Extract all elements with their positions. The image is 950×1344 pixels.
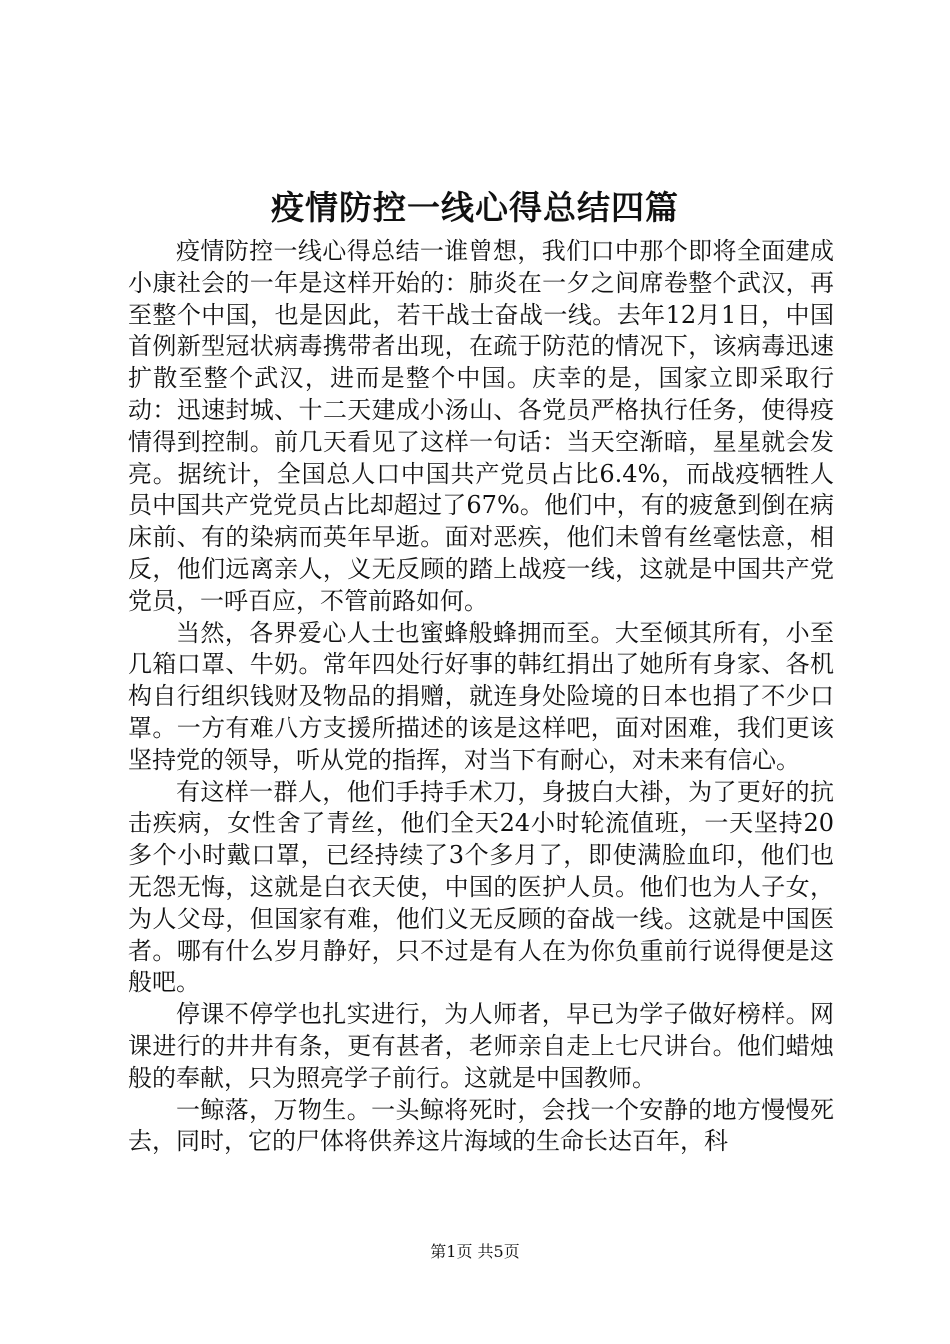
- paragraph: 停课不停学也扎实进行，为人师者，早已为学子做好榜样。网课进行的井井有条，更有甚者，老师亲自走上七尺讲台。他们蜡烛般的奉献，只为照亮学子前行。这就是中国教师。: [128, 1000, 834, 1092]
- page-number-footer: 第1页 共5页: [430, 1242, 520, 1261]
- paragraph: 一鲸落，万物生。一头鲸将死时，会找一个安静的地方慢慢死去，同时，它的尸体将供养这片海域的生命长达百年，科: [128, 1095, 834, 1156]
- document-title: 疫情防控一线心得总结四篇: [271, 188, 679, 227]
- paragraph: 有这样一群人，他们手持手术刀，身披白大褂，为了更好的抗击疾病，女性舍了青丝，他们全天24小时轮流值班，一天坚持20多个小时戴口罩，已经持续了3个多月了，即使满脸血印，他们也无怨无悔，这就是白衣天使，中国的医护人员。他们也为人子女，为人父母，但国家有难，他们义无反顾的奋战一线。这就是中国医者。哪有什么岁月静好，只不过是有人在为你负重前行说得便是这般吧。: [128, 777, 834, 997]
- paragraph: 当然，各界爱心人士也蜜蜂般蜂拥而至。大至倾其所有，小至几箱口罩、牛奶。常年四处行好事的韩红捐出了她所有身家、各机构自行组织钱财及物品的捐赠，就连身处险境的日本也捐了不少口罩。一方有难八方支援所描述的该是这样吧，面对困难，我们更该坚持党的领导，听从党的指挥，对当下有耐心，对未来有信心。: [128, 618, 834, 774]
- paragraph: 疫情防控一线心得总结一谁曾想，我们口中那个即将全面建成小康社会的一年是这样开始的：肺炎在一夕之间席卷整个武汉，再至整个中国，也是因此，若干战士奋战一线。去年12月1日，中国首例新型冠状病毒携带者出现，在疏于防范的情况下，该病毒迅速扩散至整个武汉，进而是整个中国。庆幸的是，国家立即采取行动：迅速封城、十二天建成小汤山、各党员严格执行任务，使得疫情得到控制。前几天看见了这样一句话：当天空渐暗，星星就会发亮。据统计，全国总人口中国共产党员占比6.4%，而战疫牺牲人员中国共产党党员占比却超过了67%。他们中，有的疲惫到倒在病床前、有的染病而英年早逝。面对恶疾，他们未曾有丝毫怯意，相反，他们远离亲人，义无反顾的踏上战疫一线，这就是中国共产党党员，一呼百应，不管前路如何。: [128, 237, 834, 615]
- document-body: [128, 236, 834, 1158]
